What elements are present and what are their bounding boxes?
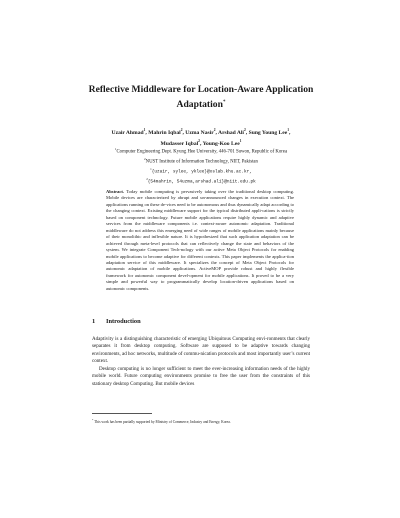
abstract-label: Abstract.	[106, 189, 125, 194]
paper-title-text: Reflective Middleware for Location-Aware Application Adaptation	[88, 84, 314, 110]
title-footnote-marker: *	[222, 99, 226, 105]
author-list: Uzair Ahmad$^1$, Mahrin Iqbal$^2$, Uzma Nasir$^2$, Arshad Ali$^2$, Sung Young Lee$^1$, Mudasser Iqbal$^2$, Young-Koo Lee$^1$	[111, 128, 291, 148]
author-name: Uzair Ahmad	[111, 129, 144, 136]
author-name: Sung Young Lee	[248, 129, 288, 136]
affiliation-text: NUST Institute of Information Technology, NIIT, Pakistan	[145, 159, 258, 165]
abstract	[106, 189, 294, 292]
abstract-text: Today mobile computing is pervasively taking over the traditional desktop computing. Mobile devices are characterized by abrupt and un-announced changes in execution context. The applications running on these de-vices need to be autonomous and thus dynamically adapt according to the changing context. Existing middleware support for the typical distributed appli-cations is strictly based on component technology. Future mobile applications require highly dynamic and adaptive services from the middleware components i.e. context-aware autonomic adaptation. Traditional middleware do not address this emerging need of wide ranges of mobile applications mainly because of their monolithic and inflexible nature. It is hypothesized that such application adaptation can be achieved through meta-level protocols that can reflectively change the state and behaviors of the system. We integrate Component Tech-nology with our active Meta Object Protocols for enabling mobile applications to become adaptive for different contexts. This paper implements the applica-tion adaptation service of this middleware. It specializes the concept of Meta Object Protocols for autonomic adaptation of mobile applications. ActiveMOP provide robust and highly flexible framework for autonomic component devel-opment for mobile applications. It proved to be a very simple and powerful way to programmatically develop location-driven applications based on autonomic components.	[106, 189, 294, 291]
author-affiliation-marker: 1	[287, 128, 290, 132]
author-affiliation-marker: 2	[198, 139, 200, 144]
author-name: Mudasser Iqbal	[160, 141, 199, 148]
author-affiliation-marker: 2	[213, 128, 216, 132]
author-name: Arshad Ali	[218, 129, 244, 136]
author-name: Uzma Nasir	[185, 129, 214, 136]
footnote-rule	[92, 413, 152, 414]
section-heading	[92, 318, 141, 326]
footnote-text: This work has been partially supported by Ministry of Commerce, Industry and Energy, Korea.	[94, 420, 231, 425]
affiliation-email: {uzair, sylee, yklee}@oslab.khu.ac.kr,	[151, 169, 252, 175]
section-number: 1	[92, 318, 96, 325]
author-name: Young-Koo Lee	[202, 141, 240, 148]
affiliation-marker: 1	[114, 147, 117, 151]
author-affiliation-marker: 2	[180, 128, 183, 132]
author-affiliation-marker: 1	[143, 128, 146, 132]
affiliation-line	[78, 166, 324, 176]
affiliation-email: {54mahrin, 54uzma,arshad.ali}@niit.edu.pk	[147, 179, 256, 185]
paper-title	[86, 84, 316, 111]
footnote-marker: *	[92, 419, 94, 422]
affiliation-text: Computer Engineering Dept. Kyung Hee University, 446-701 Suwon, Republic of Korea	[116, 149, 288, 155]
author-affiliation-marker: 2	[244, 128, 246, 132]
affiliation-marker: 1	[150, 167, 152, 171]
author-name: Mahrin Iqbal	[148, 129, 181, 136]
affiliation-line	[78, 176, 324, 186]
body-paragraph: Adaptivity is a distinguishing characteristic of emerging Ubiquitous Computing envi-ronments that clearly separates it from desktop computing. Software are supposed to be adaptive towards changing environments, ad hoc networks, multitude of commu-nication protocols and most importantly user’s current context.	[92, 336, 310, 365]
affiliation-line	[78, 146, 324, 156]
body-paragraph: Desktop computing is no longer sufficient to meet the ever-increasing information needs of the highly mobile world. Future computing environments promise to free the user from the constraints of this stationary desktop Computing. But mobile devices	[92, 365, 310, 387]
affiliation-marker: 2	[144, 157, 146, 161]
affiliation-marker: 2	[146, 177, 148, 181]
affiliation-line	[78, 156, 324, 166]
affiliation-list	[78, 146, 324, 186]
section-title: Introduction	[106, 318, 141, 325]
footnote	[92, 418, 312, 425]
body-text	[92, 336, 310, 388]
author-affiliation-marker: 1	[239, 139, 242, 144]
